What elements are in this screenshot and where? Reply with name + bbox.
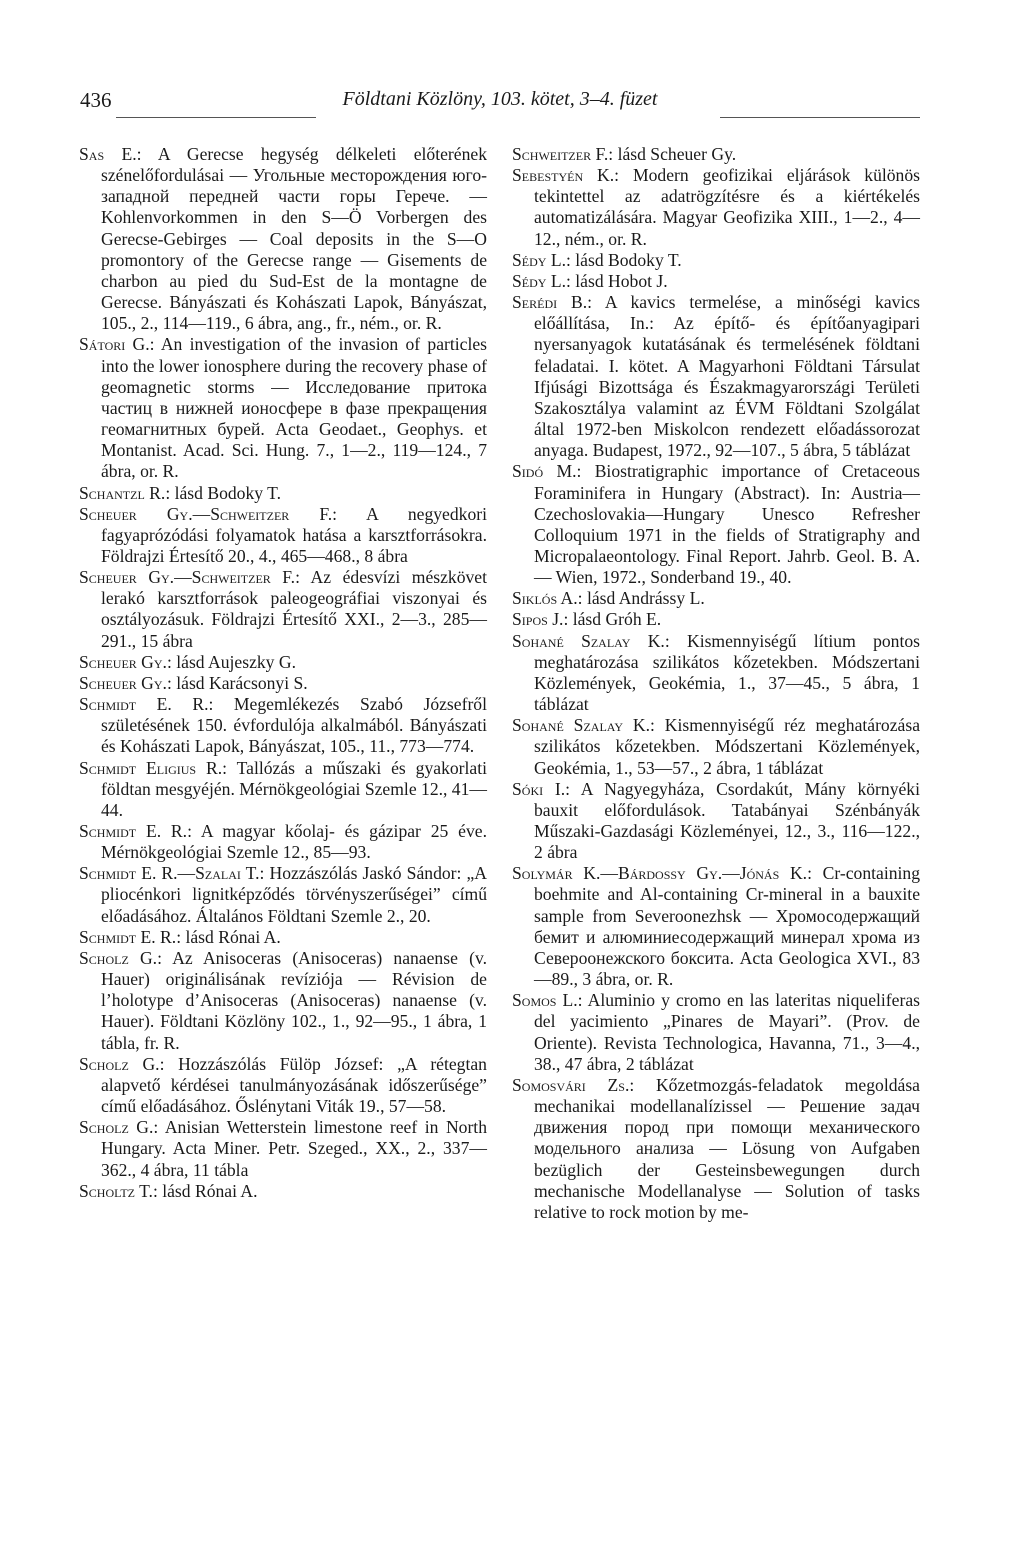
entry-text: : Kismennyiségű réz meghatározása szilikátos kőzetekben. Módszertani Közlemények, Geokémia, 1., 53—57., 2 ábra, 1 táblázat — [534, 715, 920, 778]
bibliography-entry — [79, 863, 487, 926]
entry-author: Scholtz T. — [79, 1180, 153, 1201]
entry-text: : lásd Hobot J. — [566, 270, 668, 291]
entry-author: Scheuer Gy. — [79, 651, 167, 672]
entry-text: : A Gerecse hegység délkeleti előterének szénelőfordulásai — Угольные месторождения юго-западной передней части горы Герече. — Kohlenvorkommen in den S—Ö Vorbergen des Gerecse-Gebirges — Coal deposits in the S—O promontory of the Gerecse range — Gisements de charbon au pied du Sud-Est de la montagne de Gerecse. Bányászati és Kohászati Lapok, Bányászat, 105., 2., 114—119., 6 ábra, ang., fr., ném., or. R. — [101, 144, 487, 334]
bibliography-entry — [512, 715, 920, 778]
entry-author: Sédy L. — [512, 270, 566, 291]
bibliography-entry — [512, 250, 920, 271]
page-number: 436 — [80, 88, 112, 112]
bibliography-entry — [512, 588, 920, 609]
bibliography-entry — [79, 821, 487, 863]
entry-text: : lásd Aujeszky G. — [166, 651, 296, 672]
bibliography-entry — [512, 144, 920, 165]
entry-text: : A negyedkori fagyaprózódási folyamatok hatása a karsztforrásokra. Földrajzi Értesítő 20., 4., 465—468., 8 ábra — [101, 503, 487, 566]
entry-author: Sebestyén K. — [512, 165, 615, 186]
entry-text: : Az Anisoceras (Anisoceras) nanaense (v. Hauer) originálisának revíziója — Révision de l’holotype d’Anisoceras (Anisoceras) nanaense (v. Hauer). Földtani Közlöny 102., 1., 92—95., 1 ábra, 1 tábla, fr. R. — [101, 947, 487, 1053]
entry-text: : A Nagyegyháza, Csordakút, Mány környéki bauxit előfordulások. Tatabányai Szénbányák Műszaki-Gazdasági Közleményei, 12., 3., 116—122., 2 ábra — [534, 778, 920, 863]
entry-text: : lásd Karácsonyi S. — [166, 672, 308, 693]
bibliography-entry — [79, 948, 487, 1054]
entry-text: : Hozzászólás Jaskó Sándor: „A pliocénkori lignitképződés törvényszerűségei” című előadásához. Általános Földtani Szemle 2., 20. — [101, 863, 488, 926]
entry-author: Sohané Szalay K. — [512, 630, 665, 651]
entry-text: : lásd Bodoky T. — [566, 249, 682, 270]
entry-text: : lásd Bodoky T. — [165, 482, 281, 503]
entry-text: : A kavics termelése, a minőségi kavics előállítása, In.: Az építő- és építőanyagipari nyersanyagok kutatásának és termelésének földtani feladatai. I. kötet. A Magyarhoni Földtani Társulat Ifjúsági Bizottsága és Északmagyarországi Területi Szakosztálya valamint az ÉVM Földtani Szolgálat által 1972-ben Miskolcon rendezett előadássorozat anyaga. Budapest, 1972., 92—107., 5 ábra, 5 táblázat — [534, 292, 920, 461]
bibliography-entry — [79, 1117, 487, 1180]
entry-author: Sidó M. — [512, 461, 577, 482]
entry-text: : Az édesvízi mészkövet lerakó karsztforrások paleogeográfiai viszonyai és osztályozásuk. Földrajzi Értesítő XXI., 2—3., 285—291., 15 ábra — [101, 567, 487, 651]
entry-author: Scholz G. — [79, 1053, 160, 1074]
entry-author: Schmidt E. R. — [79, 926, 177, 947]
entry-text: : lásd Gróh E. — [563, 609, 662, 630]
entry-text: : lásd Rónai A. — [152, 1180, 258, 1201]
bibliography-entry — [512, 1075, 920, 1223]
bibliography-entry — [512, 165, 920, 250]
entry-author: Schweitzer F. — [512, 144, 609, 164]
bibliography-entry — [79, 1181, 487, 1202]
left-column — [79, 144, 487, 1202]
entry-author: Solymár K.—Bárdossy Gy.—Jónás K. — [512, 863, 808, 884]
bibliography-entry — [79, 504, 487, 567]
entry-text: : Hozzászólás Fülöp József: „A rétegtan alapvető kérdései tanulmányozásának időszerűsége” című előadásához. Őslénytani Viták 19., 57—58. — [101, 1053, 487, 1117]
entry-author: Sas E. — [79, 144, 137, 164]
entry-author: Schmidt E. R.—Szalai T. — [79, 863, 260, 884]
bibliography-entry — [79, 567, 487, 652]
bibliography-entry — [79, 144, 487, 334]
entry-author: Scheuer Gy. — [79, 672, 167, 693]
entry-author: Siklós A. — [512, 588, 578, 609]
entry-text: : Biostratigraphic importance of Cretaceous Foraminifera in Hungary (Abstract). In: Austria—Czechoslovakia—Hungary Unesco Refresher Colloquium 1971 in the fields of Stratigraphy and Micropalaeontology. Final Report. Jahrb. Geol. B. A. — Wien, 1972., Sonderband 19., 40. — [534, 461, 920, 588]
running-title: Földtani Közlöny, 103. kötet, 3–4. füzet — [342, 88, 658, 110]
entry-author: Scheuer Gy.—Schweitzer F. — [79, 503, 333, 524]
bibliography-entry — [79, 758, 487, 821]
bibliography-entry — [79, 694, 487, 757]
entry-text: : Anisian Wetterstein limestone reef in North Hungary. Acta Miner. Petr. Szeged., XX., 2., 337—362., 4 ábra, 11 tábla — [101, 1117, 487, 1180]
entry-text: : Kőzetmozgás-feladatok megoldása mechanikai modellanalízissel — Решение задач движения пород при помощи механического модельного анализа — Lösung von Aufgaben bezüglich der Gesteinsbewegungen durch mechanische Modellanalyse — Solution of tasks relative to rock motion by me- — [534, 1074, 920, 1222]
bibliography-entry — [79, 927, 487, 948]
bibliography-entry — [512, 271, 920, 292]
bibliography-entry — [79, 334, 487, 482]
entry-text: : Megemlékezés Szabó Józsefről születésének 150. évfordulója alkalmából. Bányászati és Kohászati Lapok, Bányászat, 105., 11., 773—774. — [101, 694, 487, 757]
entry-text: : A magyar kőolaj- és gázipar 25 éve. Mérnökgeológiai Szemle 12., 85—93. — [101, 821, 487, 863]
entry-text: : Kismennyiségű lítium pontos meghatározása szilikátos kőzetekben. Módszertani Közlemények, Geokémia, 1., 37—45., 5 ábra, 1 táblázat — [534, 630, 920, 715]
entry-text: : Aluminio y cromo en las lateritas niqueliferas del yacimiento „Pinares de Mayari”. (Prov. de Oriente). Revista Technologica, Havanna, 71., 3—4., 38., 47 ábra, 2 táblázat — [534, 990, 920, 1074]
bibliography-entry — [512, 292, 920, 461]
entry-author: Scholz G. — [79, 947, 158, 968]
entry-author: Sátori G. — [79, 334, 150, 355]
entry-author: Schmidt E. R. — [79, 821, 188, 841]
entry-text: : Modern geofizikai eljárások különös tekintettel az adatrögzítésre és a kiértékelés automatizálására. Magyar Geofizika XIII., 1—2., 4—12., ném., or. R. — [534, 165, 921, 249]
entry-author: Scheuer Gy.—Schweitzer F. — [79, 567, 296, 588]
entry-author: Somos L. — [512, 990, 578, 1011]
entry-author: Serédi B. — [512, 292, 588, 313]
right-column — [512, 144, 920, 1223]
entry-author: Schmidt E. R. — [79, 694, 209, 715]
bibliography-entry — [79, 483, 487, 504]
entry-author: Schantzl R. — [79, 482, 166, 503]
entry-text: : An investigation of the invasion of particles into the lower ionosphere during the recovery phase of geomagnetic storms — Исследование притока частиц в нижней ионосфере в фазе прекращения геомагнитных бурей. Acta Geodaet., Geophys. et Montanist. Acad. Sci. Hung. 7., 1—2., 119—124., 7 ábra, or. R. — [101, 334, 488, 482]
bibliography-entry — [512, 609, 920, 630]
entry-author: Schmidt Eligius R. — [79, 757, 223, 778]
entry-text: : Cr-containing boehmite and Al-containing Cr-mineral in a bauxite sample from Severoonezhsk — Хромосодержащий бемит и алюминиесодержащий минерал хрома из Североонежского боксита. Acta Geologica XVI., 83—89., 3 ábra, or. R. — [534, 863, 920, 990]
entry-author: Sipos J. — [512, 609, 564, 630]
bibliography-entry — [512, 631, 920, 716]
bibliography-entry — [512, 779, 920, 864]
entry-author: Sóki I. — [512, 778, 566, 799]
entry-text: : lásd Rónai A. — [176, 926, 281, 947]
header-rule-left — [116, 117, 316, 118]
entry-author: Scholz G. — [79, 1117, 154, 1138]
bibliography-entry — [512, 461, 920, 588]
bibliography-entry — [512, 990, 920, 1075]
page-header — [80, 88, 920, 114]
bibliography-entry — [79, 652, 487, 673]
entry-text: : lásd Scheuer Gy. — [608, 144, 737, 164]
entry-author: Sohané Szalay K. — [512, 715, 650, 736]
header-rule-right — [720, 117, 920, 118]
entry-text: : lásd Andrássy L. — [577, 588, 705, 609]
entry-text: : Tallózás a műszaki és gyakorlati földtan mesgyéjén. Mérnökgeológiai Szemle 12., 41—44. — [101, 757, 488, 820]
bibliography-entry — [79, 1054, 487, 1117]
bibliography-entry — [79, 673, 487, 694]
entry-author: Sédy L. — [512, 249, 566, 270]
entry-author: Somosvári Zs. — [512, 1074, 630, 1095]
bibliography-entry — [512, 863, 920, 990]
